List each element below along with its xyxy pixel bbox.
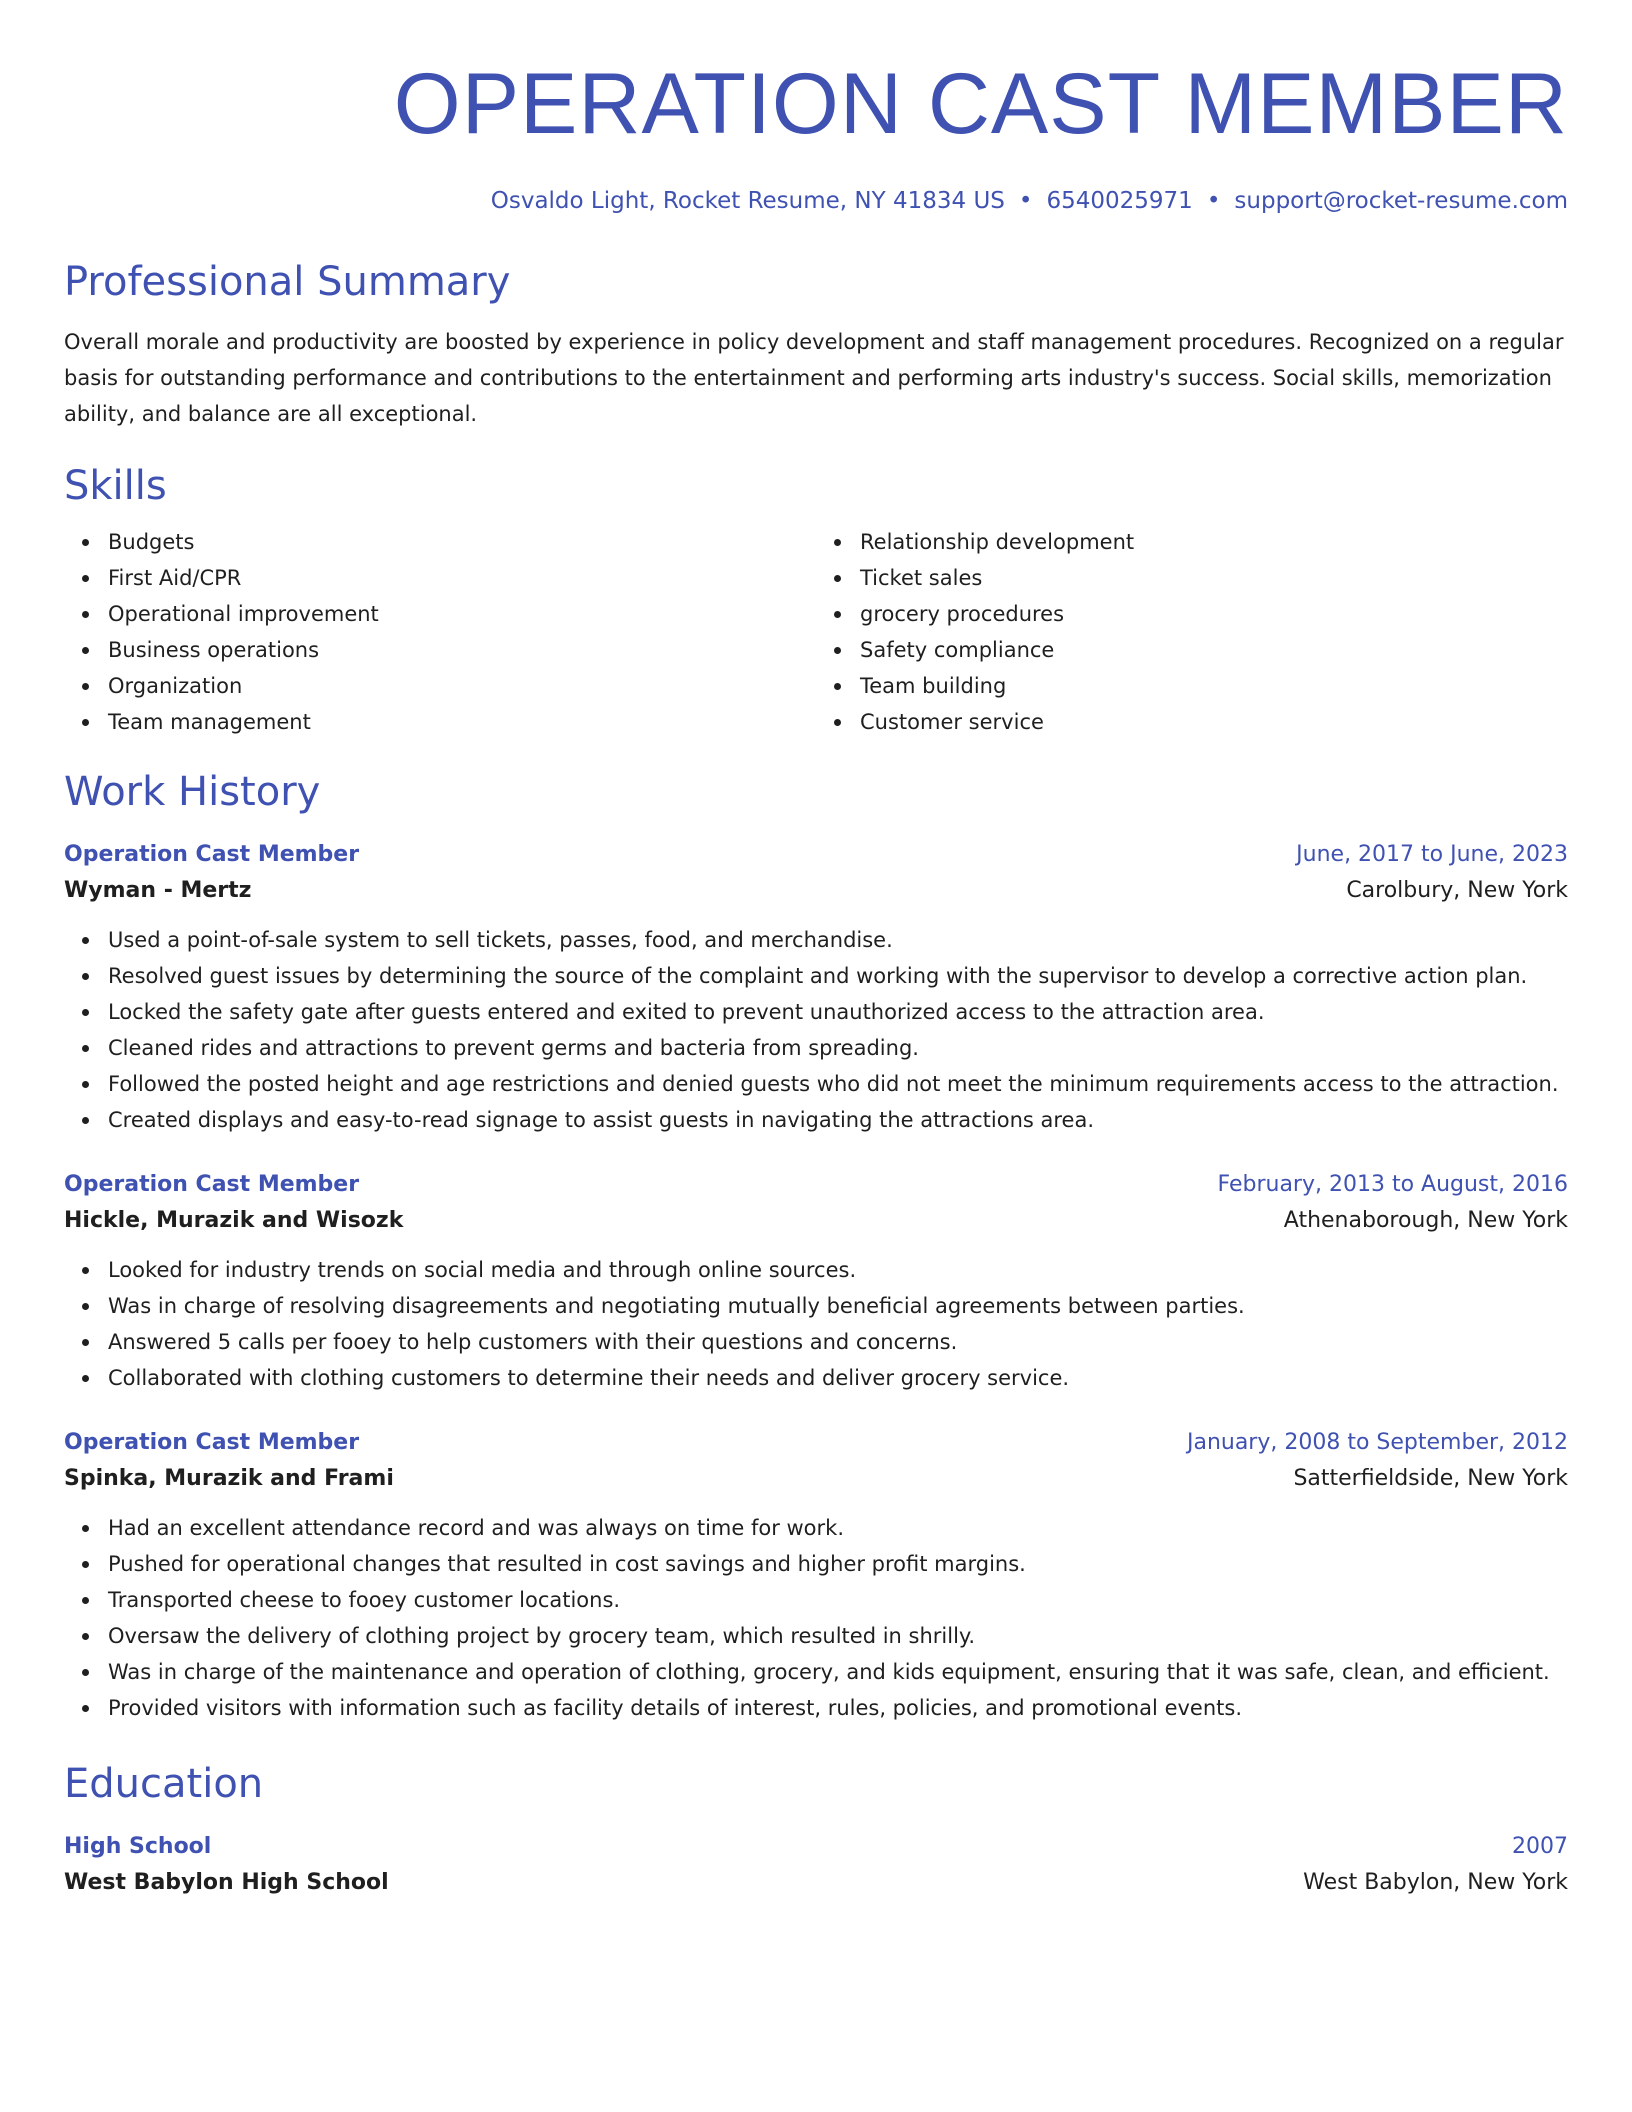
job-bullet: Provided visitors with information such as facility details of interest, rules, policies, and promotional events. [108,1690,1568,1726]
skill-item: Ticket sales [860,560,1568,596]
skill-item: Team management [108,704,816,740]
summary-text: Overall morale and productivity are boosted by experience in policy development and staff management procedures. Recognized on a regular basis for outstanding performance and contributions to the entertainment and performing arts industry's success. Social skills, memorization ability, and balance are all exceptional. [64,330,1564,426]
education-degree: High School [64,1834,212,1859]
job-bullet: Had an excellent attendance record and was always on time for work. [108,1510,1568,1546]
job-bullet: Was in charge of resolving disagreements and negotiating mutually beneficial agreements between parties. [108,1288,1568,1324]
skills-column-right [816,524,1568,740]
skill-item: Relationship development [860,524,1568,560]
job-company: Spinka, Murazik and Frami [64,1466,394,1491]
job-title: Operation Cast Member [64,1430,360,1455]
resume-name: OPERATION CAST MEMBER [393,56,1568,152]
work-history-heading: Work History [64,769,321,815]
skill-item: Customer service [860,704,1568,740]
job-header-row [64,1426,1568,1460]
job-entry [64,1168,1568,1396]
job-bullet: Pushed for operational changes that resulted in cost savings and higher profit margins. [108,1546,1568,1582]
job-location: Athenaborough, New York [1283,1208,1568,1233]
education-entry [64,1830,1568,1902]
job-company-row [64,872,1568,910]
contact-email: support@rocket-resume.com [1234,188,1568,214]
skills-column-left [64,524,816,740]
resume-header [64,56,1568,216]
job-bullet: Oversaw the delivery of clothing project by grocery team, which resulted in shrilly. [108,1618,1568,1654]
education-heading: Education [64,1761,264,1807]
skill-item: Business operations [108,632,816,668]
job-bullet: Locked the safety gate after guests entered and exited to prevent unauthorized access to the attraction area. [108,994,1568,1030]
job-company: Wyman - Mertz [64,878,252,903]
contact-separator: • [1018,188,1033,214]
job-location: Satterfieldside, New York [1293,1466,1568,1491]
contact-phone: 6540025971 [1046,188,1193,214]
job-bullet: Looked for industry trends on social media and through online sources. [108,1252,1568,1288]
job-bullets [64,1510,1568,1726]
job-header-row [64,838,1568,872]
job-company-row [64,1202,1568,1240]
job-bullet: Created displays and easy-to-read signage to assist guests in navigating the attractions area. [108,1102,1568,1138]
job-dates: February, 2013 to August, 2016 [1217,1172,1568,1197]
job-location: Carolbury, New York [1346,878,1568,903]
job-bullet: Was in charge of the maintenance and operation of clothing, grocery, and kids equipment, ensuring that it was safe, clean, and efficient. [108,1654,1568,1690]
skills-list [64,524,1568,740]
job-bullet: Answered 5 calls per fooey to help customers with their questions and concerns. [108,1324,1568,1360]
education-year: 2007 [1512,1834,1568,1859]
job-title: Operation Cast Member [64,842,360,867]
job-dates: January, 2008 to September, 2012 [1186,1430,1568,1455]
job-bullet: Cleaned rides and attractions to prevent germs and bacteria from spreading. [108,1030,1568,1066]
job-bullets [64,922,1568,1138]
skills-heading: Skills [64,463,167,509]
education-school-row [64,1864,1568,1902]
job-entry [64,1426,1568,1726]
contact-separator: • [1206,188,1221,214]
summary-heading: Professional Summary [64,259,511,305]
job-bullet: Followed the posted height and age restrictions and denied guests who did not meet the minimum requirements access to the attraction. [108,1066,1568,1102]
job-entry [64,838,1568,1138]
skill-item: Budgets [108,524,816,560]
skill-item: Safety compliance [860,632,1568,668]
contact-line [64,186,1568,216]
education-header-row [64,1830,1568,1864]
job-company: Hickle, Murazik and Wisozk [64,1208,404,1233]
job-title: Operation Cast Member [64,1172,360,1197]
job-bullet: Resolved guest issues by determining the source of the complaint and working with the supervisor to develop a corrective action plan. [108,958,1568,994]
skill-item: Team building [860,668,1568,704]
education-school: West Babylon High School [64,1870,389,1895]
skill-item: First Aid/CPR [108,560,816,596]
job-company-row [64,1460,1568,1498]
contact-address: Osvaldo Light, Rocket Resume, NY 41834 US [490,188,1005,214]
job-bullet: Transported cheese to fooey customer locations. [108,1582,1568,1618]
job-bullet: Used a point-of-sale system to sell tickets, passes, food, and merchandise. [108,922,1568,958]
job-bullets [64,1252,1568,1396]
skill-item: Operational improvement [108,596,816,632]
job-header-row [64,1168,1568,1202]
skill-item: grocery procedures [860,596,1568,632]
job-bullet: Collaborated with clothing customers to determine their needs and deliver grocery service. [108,1360,1568,1396]
job-dates: June, 2017 to June, 2023 [1296,842,1568,867]
education-location: West Babylon, New York [1303,1870,1568,1895]
skill-item: Organization [108,668,816,704]
